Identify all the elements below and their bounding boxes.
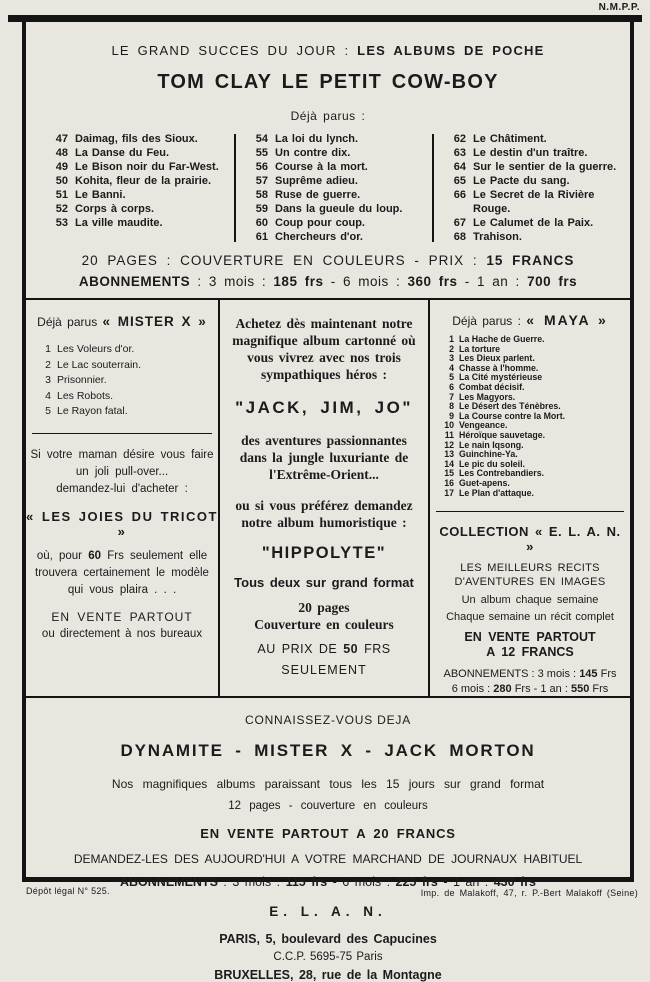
album-number: 52 (55, 203, 68, 215)
album-number: 60 (255, 217, 268, 229)
center-ad-paragraph-2: des aventures passionnantes dans la jungle luxuriante de l'Extrême-Orient... (239, 433, 409, 482)
collection-line3: Chaque semaine un récit complet (446, 611, 614, 624)
list-item (42, 404, 218, 420)
tomclay-lists (26, 132, 630, 244)
album-item (448, 174, 626, 188)
abo-text: Frs - 1 an : (511, 682, 571, 695)
abo-price: 280 (493, 682, 512, 695)
item-number: 3 (449, 353, 454, 364)
album-title: Ruse de guerre. (275, 189, 361, 201)
maya-name: « MAYA » (526, 312, 608, 328)
list-item (42, 358, 218, 374)
price-value: 15 FRANCS (486, 253, 575, 268)
item-number: 11 (444, 429, 454, 440)
abo-price: 550 (570, 682, 590, 695)
bottom-line3: EN VENTE PARTOUT A 20 FRANCS (200, 826, 456, 842)
abo-text: : 3 mois : (190, 274, 274, 289)
album-item (50, 146, 234, 160)
item-number: 12 (444, 439, 454, 450)
album-number: 48 (55, 147, 68, 159)
abo-text: Frs (589, 682, 609, 695)
abo-text: : 3 mois : (217, 875, 286, 890)
item-number: 4 (449, 362, 454, 373)
hippolyte-title: "HIPPOLYTE" (261, 544, 387, 562)
item-title: Le Désert des Ténèbres. (459, 401, 561, 412)
album-title: Le destin d'un traître. (473, 147, 588, 159)
album-title: La ville maudite. (75, 217, 163, 229)
tomclay-subscriptions (26, 274, 630, 289)
center-ad-panel (218, 300, 430, 696)
address-ccp: C.C.P. 5695-75 Paris (273, 951, 383, 964)
item-number: 2 (449, 343, 454, 354)
album-title: Le Secret de la Rivière Rouge. (473, 189, 595, 215)
maya-panel (430, 300, 630, 696)
album-item (448, 160, 626, 174)
both-formats-line: Tous deux sur grand format (234, 575, 414, 590)
center-price-line (228, 642, 420, 656)
tricot-line3: demandez-lui d'acheter : (56, 482, 188, 495)
center-ad-paragraph-3: ou si vous préférez demandez notre album humoristique : (235, 498, 413, 530)
item-title: La Course contre la Mort. (459, 410, 566, 421)
album-item (448, 188, 626, 216)
price-text: 20 PAGES : COUVERTURE EN COULEURS - PRIX : (81, 253, 487, 268)
seulement-line: SEULEMENT (281, 663, 367, 677)
abo-label: ABONNEMENTS (78, 274, 191, 289)
deja-parus-label: Déjà parus : (290, 109, 366, 123)
item-number: 5 (449, 372, 454, 383)
abo-price: 700 frs (527, 274, 578, 289)
tomclay-column-1 (26, 132, 234, 244)
album-number: 64 (453, 161, 466, 173)
album-item (50, 202, 234, 216)
item-number: 7 (449, 391, 454, 402)
album-item (250, 216, 432, 230)
item-title: Les Voleurs d'or. (57, 343, 135, 355)
vente-line2: A 12 FRANCS (486, 645, 574, 660)
album-item (50, 132, 234, 146)
item-title: Prisonnier. (57, 374, 107, 386)
dynamite-titles: DYNAMITE - MISTER X - JACK MORTON (120, 741, 536, 761)
album-number: 61 (255, 231, 268, 243)
tomclay-column-3 (434, 132, 630, 244)
collection-subscriptions (436, 667, 624, 696)
pages-line: 20 pages (298, 600, 350, 615)
misterx-panel (26, 300, 218, 696)
item-title: Le nain Iqsong. (459, 439, 524, 450)
price-value: 50 (343, 642, 359, 656)
page-title: TOM CLAY LE PETIT COW-BOY (157, 71, 499, 93)
collection-label: COLLECTION (439, 524, 529, 540)
album-item (250, 188, 432, 202)
bottom-line2: 12 pages - couverture en couleurs (228, 800, 428, 813)
item-title: Les Robots. (57, 389, 114, 402)
album-title: Le Banni. (75, 189, 126, 201)
album-title: Dans la gueule du loup. (275, 203, 403, 215)
item-title: Le Rayon fatal. (57, 405, 128, 417)
maya-list (444, 335, 630, 498)
price-text: FRS (358, 642, 391, 656)
album-item (50, 216, 234, 230)
list-item (42, 389, 218, 405)
album-number: 67 (453, 217, 466, 229)
album-item (50, 188, 234, 202)
abo-text: 6 mois : (451, 682, 494, 695)
item-number: 1 (449, 334, 454, 344)
list-item (444, 489, 630, 499)
album-item (250, 174, 432, 188)
album-number: 51 (55, 189, 68, 201)
item-number: 17 (444, 487, 454, 498)
tomclay-column-2 (236, 132, 432, 244)
abo-text: ABONNEMENTS : 3 mois : (443, 668, 580, 681)
album-title: Un contre dix. (275, 147, 351, 159)
abo-price: 115 frs (285, 875, 328, 890)
album-title: Le Châtiment. (473, 133, 547, 145)
album-title: Kohita, fleur de la prairie. (75, 175, 212, 187)
item-title: Le Plan d'attaque. (459, 487, 534, 498)
item-number: 9 (449, 410, 454, 421)
item-title: Le Lac souterrain. (57, 358, 142, 371)
album-title: Corps à corps. (75, 203, 155, 215)
bottom-subscriptions (26, 875, 630, 889)
tricot-bureaux: ou directement à nos bureaux (41, 627, 203, 640)
item-title: La Hache de Guerre. (459, 334, 545, 344)
list-item (42, 373, 218, 389)
album-number: 62 (453, 133, 466, 145)
printer-credit: Imp. de Malakoff, 47, r. P.-Bert Malakoff (Seine) (420, 888, 638, 898)
item-title: La Cité mystérieuse (459, 372, 543, 383)
address-paris: PARIS, 5, boulevard des Capucines (219, 932, 437, 947)
item-number: 4 (45, 389, 51, 402)
misterx-list (42, 342, 218, 420)
album-title: Course à la mort. (275, 161, 368, 173)
middle-section (26, 300, 630, 696)
abo-text: - 6 mois : (327, 875, 396, 890)
album-number: 56 (255, 161, 268, 173)
collection-name: « E. L. A. N. » (526, 524, 621, 555)
item-title: Les Magyors. (459, 391, 516, 402)
album-item (250, 132, 432, 146)
album-item (448, 216, 626, 230)
tagline-bold: LES ALBUMS DE POCHE (357, 43, 545, 58)
tricot-line1: Si votre maman désire vous faire (30, 448, 214, 461)
abo-price: 145 (579, 668, 598, 681)
album-item (250, 230, 432, 244)
item-number: 3 (45, 374, 51, 386)
item-number: 13 (444, 449, 454, 460)
bottom-line1: Nos magnifiques albums paraissant tous les 15 jours sur grand format (111, 777, 545, 792)
tagline-regular: LE GRAND SUCCES DU JOUR : (111, 43, 350, 58)
album-number: 63 (453, 147, 466, 159)
item-title: Guinchine-Ya. (459, 449, 518, 460)
tricot-line2: un joli pull-over... (75, 465, 169, 478)
subtitle-line2: D'AVENTURES EN IMAGES (454, 576, 606, 589)
tomclay-price-line (26, 253, 630, 268)
album-title: Suprême adieu. (275, 175, 358, 187)
album-title: Le Pacte du sang. (473, 175, 570, 187)
elan-collection (430, 524, 630, 696)
vente-line1: EN VENTE PARTOUT (464, 630, 596, 645)
item-title: Les Contrebandiers. (459, 468, 545, 479)
album-title: Le Calumet de la Paix. (473, 217, 594, 229)
tricot-text: où, pour (36, 549, 89, 562)
album-number: 54 (255, 133, 268, 145)
abo-price: 225 frs (395, 875, 438, 890)
item-number: 8 (449, 401, 454, 412)
tricot-vente: EN VENTE PARTOUT (51, 609, 193, 624)
abo-price: 430 frs (493, 875, 537, 890)
album-number: 47 (55, 133, 68, 145)
item-number: 6 (449, 381, 454, 392)
item-number: 1 (45, 343, 51, 355)
album-number: 59 (255, 203, 268, 215)
album-item (250, 160, 432, 174)
album-item (50, 174, 234, 188)
bottom-section (26, 713, 630, 982)
item-title: Guet-apens. (459, 477, 510, 488)
item-number: 2 (45, 358, 51, 371)
album-item (50, 160, 234, 174)
collection-line2: Un album chaque semaine (461, 594, 599, 607)
misterx-header (26, 314, 218, 329)
album-number: 49 (55, 161, 68, 173)
maya-prefix: Déjà parus : (452, 314, 521, 328)
item-number: 10 (444, 420, 454, 431)
tricot-text: Frs seulement elle trouvera certainement le modèle qui vous plaira . . . (35, 549, 209, 596)
album-title: Daimag, fils des Sioux. (75, 133, 198, 145)
album-number: 68 (453, 231, 466, 243)
abo-label: ABONNEMENTS (119, 875, 218, 890)
price-text: AU PRIX DE (257, 642, 344, 656)
bottom-line4: DEMANDEZ-LES DES AUJOURD'HUI A VOTRE MARCHAND DE JOURNAUX HABITUEL (73, 852, 583, 867)
album-item (250, 202, 432, 216)
abo-price: 360 frs (407, 274, 458, 289)
collection-subtitle (436, 561, 624, 589)
abo-text: - 1 an : (437, 875, 494, 890)
album-title: Sur le sentier de la guerre. (473, 161, 617, 173)
center-ad-paragraph-1: Achetez dès maintenant notre magnifique album cartonné où vous vivrez avec nos trois sympathiques héros : (232, 316, 416, 382)
album-number: 57 (255, 175, 268, 187)
item-title: Combat décisif. (459, 381, 525, 392)
elan-name: E. L. A. N. (269, 904, 387, 920)
collection-vente (436, 630, 624, 660)
abo-text: Frs (597, 668, 617, 681)
connaissez-line: CONNAISSEZ-VOUS DEJA (244, 713, 412, 728)
album-title: Le Bison noir du Far-West. (75, 161, 219, 173)
abo-price: 185 frs (273, 274, 324, 289)
panel-divider (32, 433, 212, 434)
abo-text: - 1 an : (457, 274, 528, 289)
album-title: Trahison. (473, 231, 522, 243)
item-title: Chasse à l'homme. (459, 362, 539, 373)
album-number: 66 (453, 189, 466, 201)
album-number: 50 (55, 175, 68, 187)
item-number: 15 (444, 468, 454, 479)
album-title: La loi du lynch. (275, 133, 359, 145)
album-title: La Danse du Feu. (75, 147, 170, 159)
nmpp-label: N.M.P.P. (598, 2, 640, 13)
tricot-price: 60 (88, 549, 102, 562)
album-number: 65 (453, 175, 466, 187)
album-number: 58 (255, 189, 268, 201)
cover-line: Couverture en couleurs (254, 617, 394, 632)
item-number: 16 (444, 477, 454, 488)
album-title: Chercheurs d'or. (275, 231, 363, 243)
item-title: Les Dieux parlent. (459, 353, 535, 364)
item-title: Vengeance. (459, 420, 508, 431)
list-item (42, 342, 218, 358)
album-number: 55 (255, 147, 268, 159)
tagline (26, 43, 630, 58)
misterx-name: « MISTER X » (102, 314, 207, 329)
tricot-intro (26, 447, 218, 498)
abo-text: - 6 mois : (323, 274, 408, 289)
section-divider (26, 696, 630, 698)
collection-header (436, 524, 624, 554)
legal-deposit: Dépôt légal N° 525. (26, 886, 110, 896)
album-item (250, 146, 432, 160)
album-title: Coup pour coup. (275, 217, 365, 229)
album-item (448, 230, 626, 244)
collection-abo-line2 (436, 682, 624, 697)
tricot-body (26, 548, 218, 599)
item-number: 5 (45, 405, 51, 417)
address-bruxelles: BRUXELLES, 28, rue de la Montagne (214, 968, 442, 982)
subtitle-line1: LES MEILLEURS RECITS (460, 562, 600, 575)
panel-divider (436, 511, 624, 512)
item-title: Le pic du soleil. (459, 458, 525, 469)
maya-header (430, 312, 630, 328)
item-title: Héroïque sauvetage. (459, 429, 546, 440)
tricot-title: « LES JOIES DU TRICOT » (26, 508, 218, 539)
album-number: 53 (55, 217, 68, 229)
collection-abo-line1 (436, 667, 624, 682)
album-item (448, 146, 626, 160)
item-number: 14 (444, 458, 454, 469)
misterx-prefix: Déjà parus (37, 315, 98, 329)
album-item (448, 132, 626, 146)
jack-jim-jo-title: "JACK, JIM, JO" (235, 398, 413, 417)
item-title: La torture (459, 343, 501, 354)
